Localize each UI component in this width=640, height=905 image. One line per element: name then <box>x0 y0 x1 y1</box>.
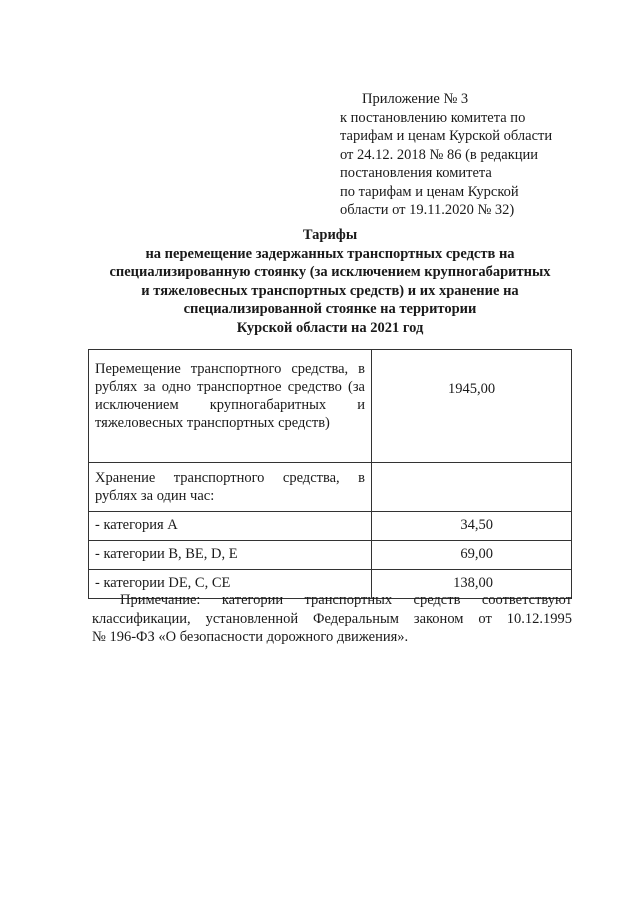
title-line: на перемещение задержанных транспортных средств на <box>145 245 515 262</box>
title-line: специализированную стоянку (за исключением крупногабаритных <box>109 264 551 280</box>
footnote <box>92 591 572 647</box>
title-line: Тарифы <box>302 227 358 243</box>
table-row <box>89 463 572 512</box>
approval-line: постановления комитета <box>340 165 492 181</box>
title-line: и тяжеловесных транспортных средств) и их хранение на <box>141 282 519 299</box>
title-line: специализированной стоянке на территории <box>183 301 477 317</box>
tariff-table <box>88 349 572 599</box>
footnote-line: классификации, установленной Федеральным законом от 10.12.1995 <box>92 610 572 627</box>
table-row <box>89 350 572 463</box>
footnote-line: № 196-ФЗ «О безопасности дорожного движения». <box>92 629 409 645</box>
document-title <box>60 226 600 337</box>
footnote-line: Примечание: категории транспортных средств соответствуют <box>120 592 572 608</box>
title-line: Курской области на 2021 год <box>236 319 424 336</box>
tariff-value: 69,00 <box>460 546 493 562</box>
tariff-value-cell <box>372 512 572 541</box>
tariff-description: Хранение транспортного средства, в рублях за один час: <box>89 463 372 512</box>
approval-line: от 24.12. 2018 № 86 (в редакции <box>340 146 539 163</box>
approval-line: по тарифам и ценам Курской <box>340 183 519 200</box>
tariff-description: - категории DE, С, СЕ <box>89 570 372 599</box>
approval-line: области от 19.11.2020 № 32) <box>340 202 515 218</box>
tariff-value <box>372 463 572 512</box>
approval-line: тарифам и ценам Курской области <box>340 128 553 144</box>
tariff-value: 138,00 <box>453 575 493 591</box>
approval-line: к постановлению комитета по <box>340 109 526 126</box>
approval-header <box>340 90 580 220</box>
table-row <box>89 541 572 570</box>
tariff-value: 1945,00 <box>372 350 572 463</box>
tariff-description: - категории В, ВЕ, D, Е <box>89 541 372 570</box>
tariff-value-cell <box>372 541 572 570</box>
tariff-description: - категория А <box>89 512 372 541</box>
tariff-value: 34,50 <box>460 517 493 533</box>
table-row <box>89 512 572 541</box>
approval-line: Приложение № 3 <box>362 91 469 107</box>
tariff-description: Перемещение транспортного средства, в рублях за одно транспортное средство (за исключением крупногабаритных и тяжеловесных транспортных средств) <box>89 350 372 463</box>
